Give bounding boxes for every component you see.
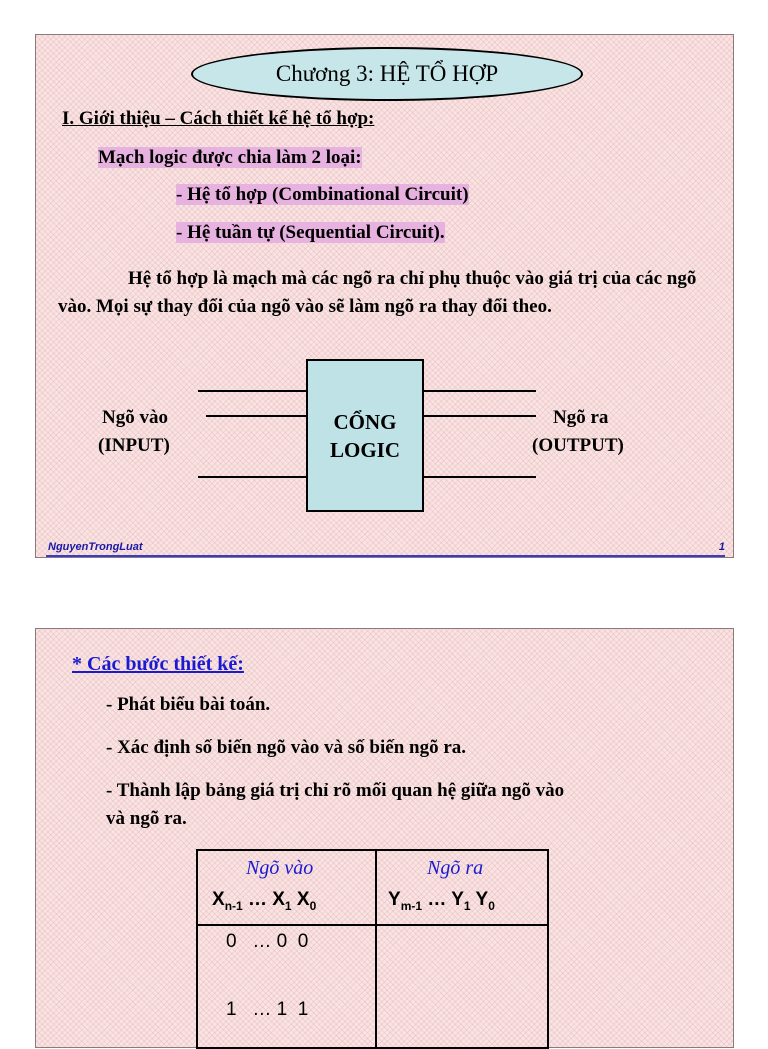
input-wire-middle: [206, 415, 306, 417]
logic-gate-label-line1: CỔNG: [333, 409, 397, 434]
output-column-header: Ngõ ra: [427, 857, 484, 879]
truth-table-header-divider: [198, 924, 547, 926]
footer-author: NguyenTrongLuat: [48, 541, 143, 553]
output-wire-top: [424, 390, 536, 392]
logic-gate-box: [306, 359, 424, 512]
page-number: 1: [718, 541, 725, 553]
output-label: Ngõ ra: [553, 407, 609, 428]
circuit-type-sequential: - Hệ tuần tự (Sequential Circuit).: [176, 222, 445, 243]
definition-paragraph: Hệ tổ hợp là mạch mà các ngõ ra chỉ phụ thuộc vào giá trị của các ngõ vào. Mọi sự thay đổi của ngõ vào sẽ làm ngõ ra thay đổi theo.: [58, 268, 697, 317]
input-wire-top: [198, 390, 306, 392]
table-row-last: 1 … 1 1: [226, 999, 309, 1020]
step-3-line-1: - Thành lập bảng giá trị chỉ rõ mối quan hệ giữa ngõ vào: [106, 780, 565, 801]
slide-2: [35, 628, 734, 1048]
slide-title: [191, 47, 583, 101]
output-label-en: (OUTPUT): [532, 435, 624, 456]
output-wire-bottom: [424, 476, 536, 478]
slide-1: [35, 34, 734, 558]
table-row-first: 0 … 0 0: [226, 931, 309, 952]
step-2: - Xác định số biến ngõ vào và số biến ngõ ra.: [106, 737, 467, 758]
design-steps-heading: * Các bước thiết kế:: [72, 653, 244, 675]
output-variables: $Y_{m-1}$ … $Y_1$ $Y_0$: [388, 889, 495, 913]
step-3-line-2: và ngõ ra.: [106, 808, 187, 829]
input-label-en: (INPUT): [98, 435, 170, 456]
truth-table-column-divider: [375, 851, 377, 1047]
section-heading: I. Giới thiệu – Cách thiết kế hệ tổ hợp:: [62, 108, 375, 129]
input-column-header: Ngõ vào: [246, 857, 314, 879]
logic-gate-label-line2: LOGIC: [329, 437, 400, 462]
input-label: Ngõ vào: [102, 407, 168, 428]
circuit-type-combinational: - Hệ tổ hợp (Combinational Circuit): [176, 184, 469, 205]
intro-text: Mạch logic được chia làm 2 loại:: [98, 147, 362, 168]
output-wire-middle: [424, 415, 536, 417]
slide-title-text: Chương 3: HỆ TỔ HỢP: [275, 61, 499, 86]
footer-divider: [46, 555, 725, 557]
step-1: - Phát biểu bài toán.: [106, 694, 271, 715]
input-wire-bottom: [198, 476, 306, 478]
input-variables: $X_{n-1}$ … $X_1$ $X_0$: [212, 889, 317, 913]
truth-table: [196, 849, 549, 1049]
